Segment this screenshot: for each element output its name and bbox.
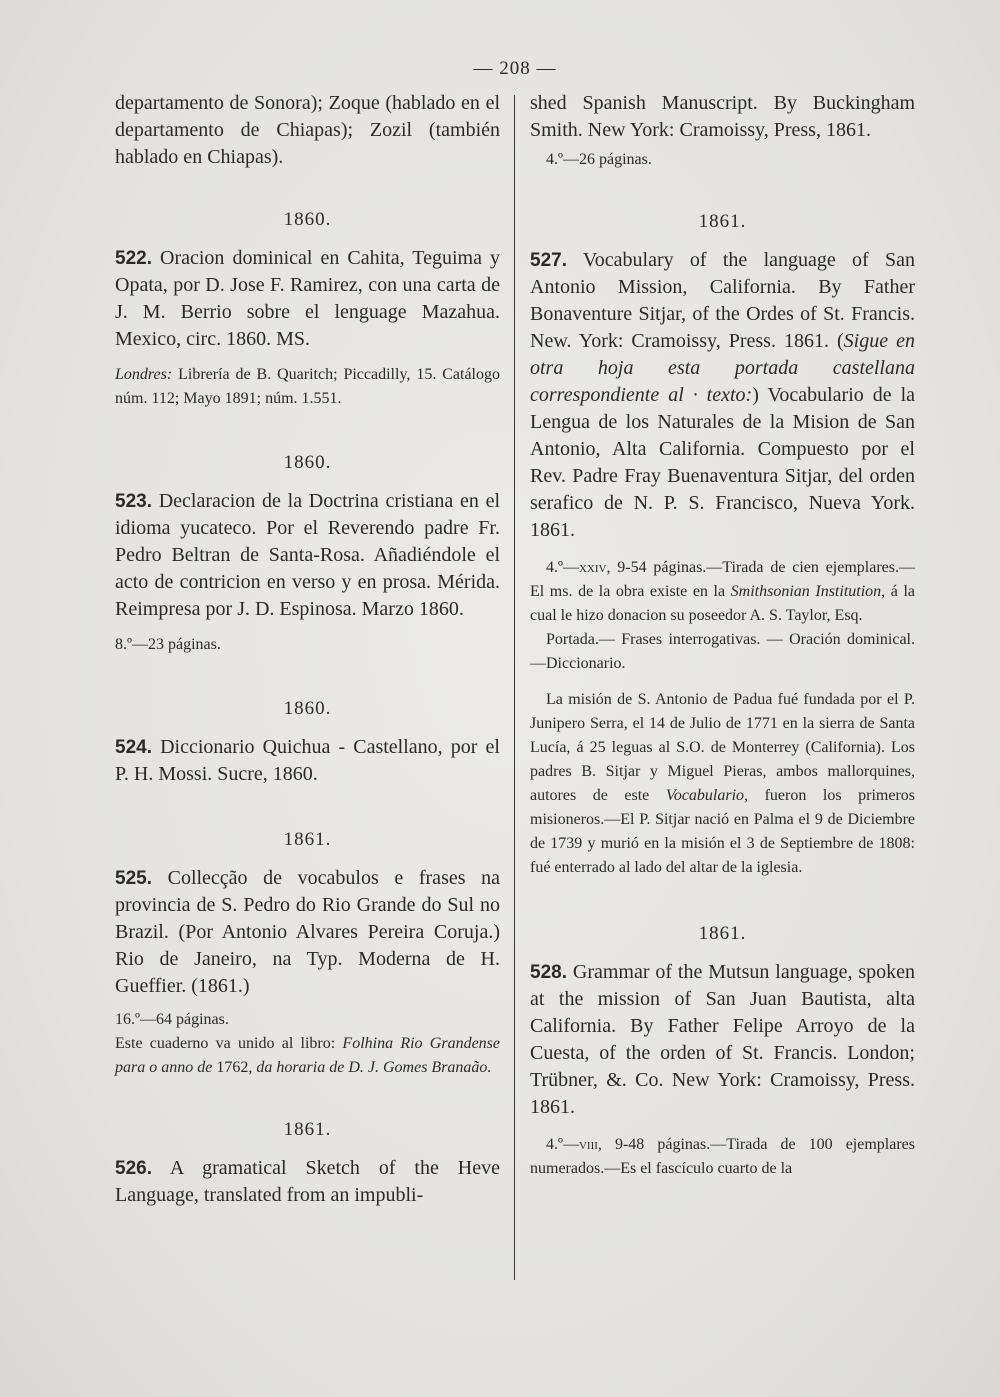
entry-number: 522. xyxy=(115,248,152,269)
note-text: 4.º— xyxy=(546,1136,579,1153)
note-year: 1762, xyxy=(212,1059,257,1076)
entry-527 xyxy=(530,247,915,544)
entry-number: 525. xyxy=(115,868,152,889)
year-heading: 1860. xyxy=(283,209,332,230)
note-italic: Vocabulario, xyxy=(665,787,749,804)
year-heading: 1861. xyxy=(283,1119,332,1140)
entry-523 xyxy=(115,488,500,623)
entry-522-note xyxy=(115,363,500,411)
entry-number: 528. xyxy=(530,962,567,983)
page-number: — 208 — xyxy=(473,58,557,79)
note-text: 4.º— xyxy=(546,559,579,576)
year-heading: 1861. xyxy=(283,829,332,850)
entry-text: A gramatical Sketch of the Heve Language, translated from an impubli- xyxy=(115,1157,500,1206)
entry-527-contents: Portada.— Frases interrogativas. — Oración dominical.—Diccionario. xyxy=(530,631,915,672)
note-text: , 9-48 páginas.—Tirada de 100 ejemplares numerados.—Es el fascículo cuarto de la xyxy=(530,1136,915,1177)
entry-527-note xyxy=(530,556,915,628)
year-heading: 1860. xyxy=(283,698,332,719)
note-city: Londres: xyxy=(115,366,173,383)
entry-text: Collecção de vocabulos e frases na provincia de S. Pedro do Rio Grande do Sul no Brazil. (Por Antonio Alvares Pereira Coruja.) Rio de Janeiro, na Typ. Moderna de H. Gueffier. (1861.) xyxy=(115,867,500,997)
entry-521-continuation: departamento de Sonora); Zoque (hablado en el departamento de Chiapas); Zozil (también hablado en Chiapas). xyxy=(115,92,500,168)
entry-number: 523. xyxy=(115,491,152,512)
note-text: , 9-54 páginas.—Tirada de cien ejemplares.—El ms. de la obra existe en la xyxy=(530,559,915,600)
entry-526-note: 4.º—26 páginas. xyxy=(546,151,652,168)
entry-text: Grammar of the Mutsun language, spoken at the mission of San Juan Bautista, alta California. By Father Felipe Arroyo de la Cuesta, of the orden of St. Francis. London; Trübner, &. Co. New York: Cramoissy, Press. 1861. xyxy=(530,961,915,1118)
entry-text: Declaracion de la Doctrina cristiana en el idioma yucateco. Por el Reverendo padre Fr. Pedro Beltran de Santa-Rosa. Añadiéndole el acto de contricion en verso y en prosa. Mérida. Reimpresa por J. D. Espinosa. Marzo 1860. xyxy=(115,490,500,620)
entry-text: ) Vocabulario de la Lengua de los Naturales de la Mision de San Antonio, Alta California. Compuesto por el Rev. Padre Fray Buenaventura Sitjar, del orden serafico de N. P. S. Francisco, Nueva York. 1861. xyxy=(530,384,915,541)
column-divider xyxy=(514,95,515,1280)
entry-528 xyxy=(530,959,915,1121)
entry-525 xyxy=(115,865,500,1000)
entry-525-note-2 xyxy=(115,1032,500,1080)
entry-528-note xyxy=(530,1133,915,1181)
entry-text: Vocabulary of the language of San Antonio Mission, California. By Father Bonaventure Sitjar, of the Ordes of St. Francis. New. York: Cramoissy, Press. 1861. ( xyxy=(530,249,915,352)
entry-number: 524. xyxy=(115,737,152,758)
entry-526-continuation: shed Spanish Manuscript. By Buckingham Smith. New York: Cramoissy, Press, 1861. xyxy=(530,92,915,141)
note-text: á la cual le hizo donacion su poseedor A. S. Taylor, Esq. xyxy=(530,583,916,624)
entry-text: Oracion dominical en Cahita, Teguima y Opata, por D. Jose F. Ramirez, con una carta de J. M. Berrio sobre el lenguage Mazahua. Mexico, circ. 1860. MS. xyxy=(115,247,500,350)
year-heading: 1860. xyxy=(283,452,332,473)
roman-numeral: viii xyxy=(578,1136,598,1153)
entry-523-note: 8.º—23 páginas. xyxy=(115,636,221,653)
left-column xyxy=(115,90,500,1209)
note-italic: Smithsonian Institution, xyxy=(730,583,886,600)
entry-text: Diccionario Quichua - Castellano, por el P. H. Mossi. Sucre, 1860. xyxy=(115,736,500,785)
note-text: fueron los primeros misioneros.—El P. Sitjar nació en Palma el 9 de Diciembre de 1739 y murió en la misión el 3 de Septiembre de 1808: fué enterrado al lado del altar de la iglesia. xyxy=(530,787,915,876)
note-text: Librería de B. Quaritch; Piccadilly, 15. Catálogo núm. 112; Mayo 1891; núm. 1.551. xyxy=(115,366,500,407)
entry-522 xyxy=(115,245,500,353)
entry-527-history xyxy=(530,688,915,880)
roman-numeral: xxiv xyxy=(578,559,607,576)
note-text: Este cuaderno va unido al libro: xyxy=(115,1035,343,1052)
note-text: La misión de S. Antonio de Padua fué fundada por el P. Junipero Serra, el 14 de Julio de 1771 en la sierra de Santa Lucía, á 25 leguas al S.O. de Monterrey (California). Los padres B. Sitjar y Miguel Pieras, ambos mallorquines, autores de este xyxy=(530,691,915,804)
entry-526 xyxy=(115,1155,500,1209)
note-title: da horaria de D. J. Gomes Branaão. xyxy=(256,1059,492,1076)
right-column xyxy=(530,90,915,1181)
entry-525-note: 16.º—64 páginas. xyxy=(115,1011,229,1028)
entry-number: 526. xyxy=(115,1158,152,1179)
year-heading: 1861. xyxy=(698,923,747,944)
entry-italic-text: Sigue en otra hoja esta portada castellana correspondiente al · texto: xyxy=(530,330,915,406)
entry-number: 527. xyxy=(530,250,567,271)
note-title: Folhina Rio Grandense para o anno de xyxy=(115,1035,501,1076)
year-heading: 1861. xyxy=(698,211,747,232)
entry-524 xyxy=(115,734,500,788)
